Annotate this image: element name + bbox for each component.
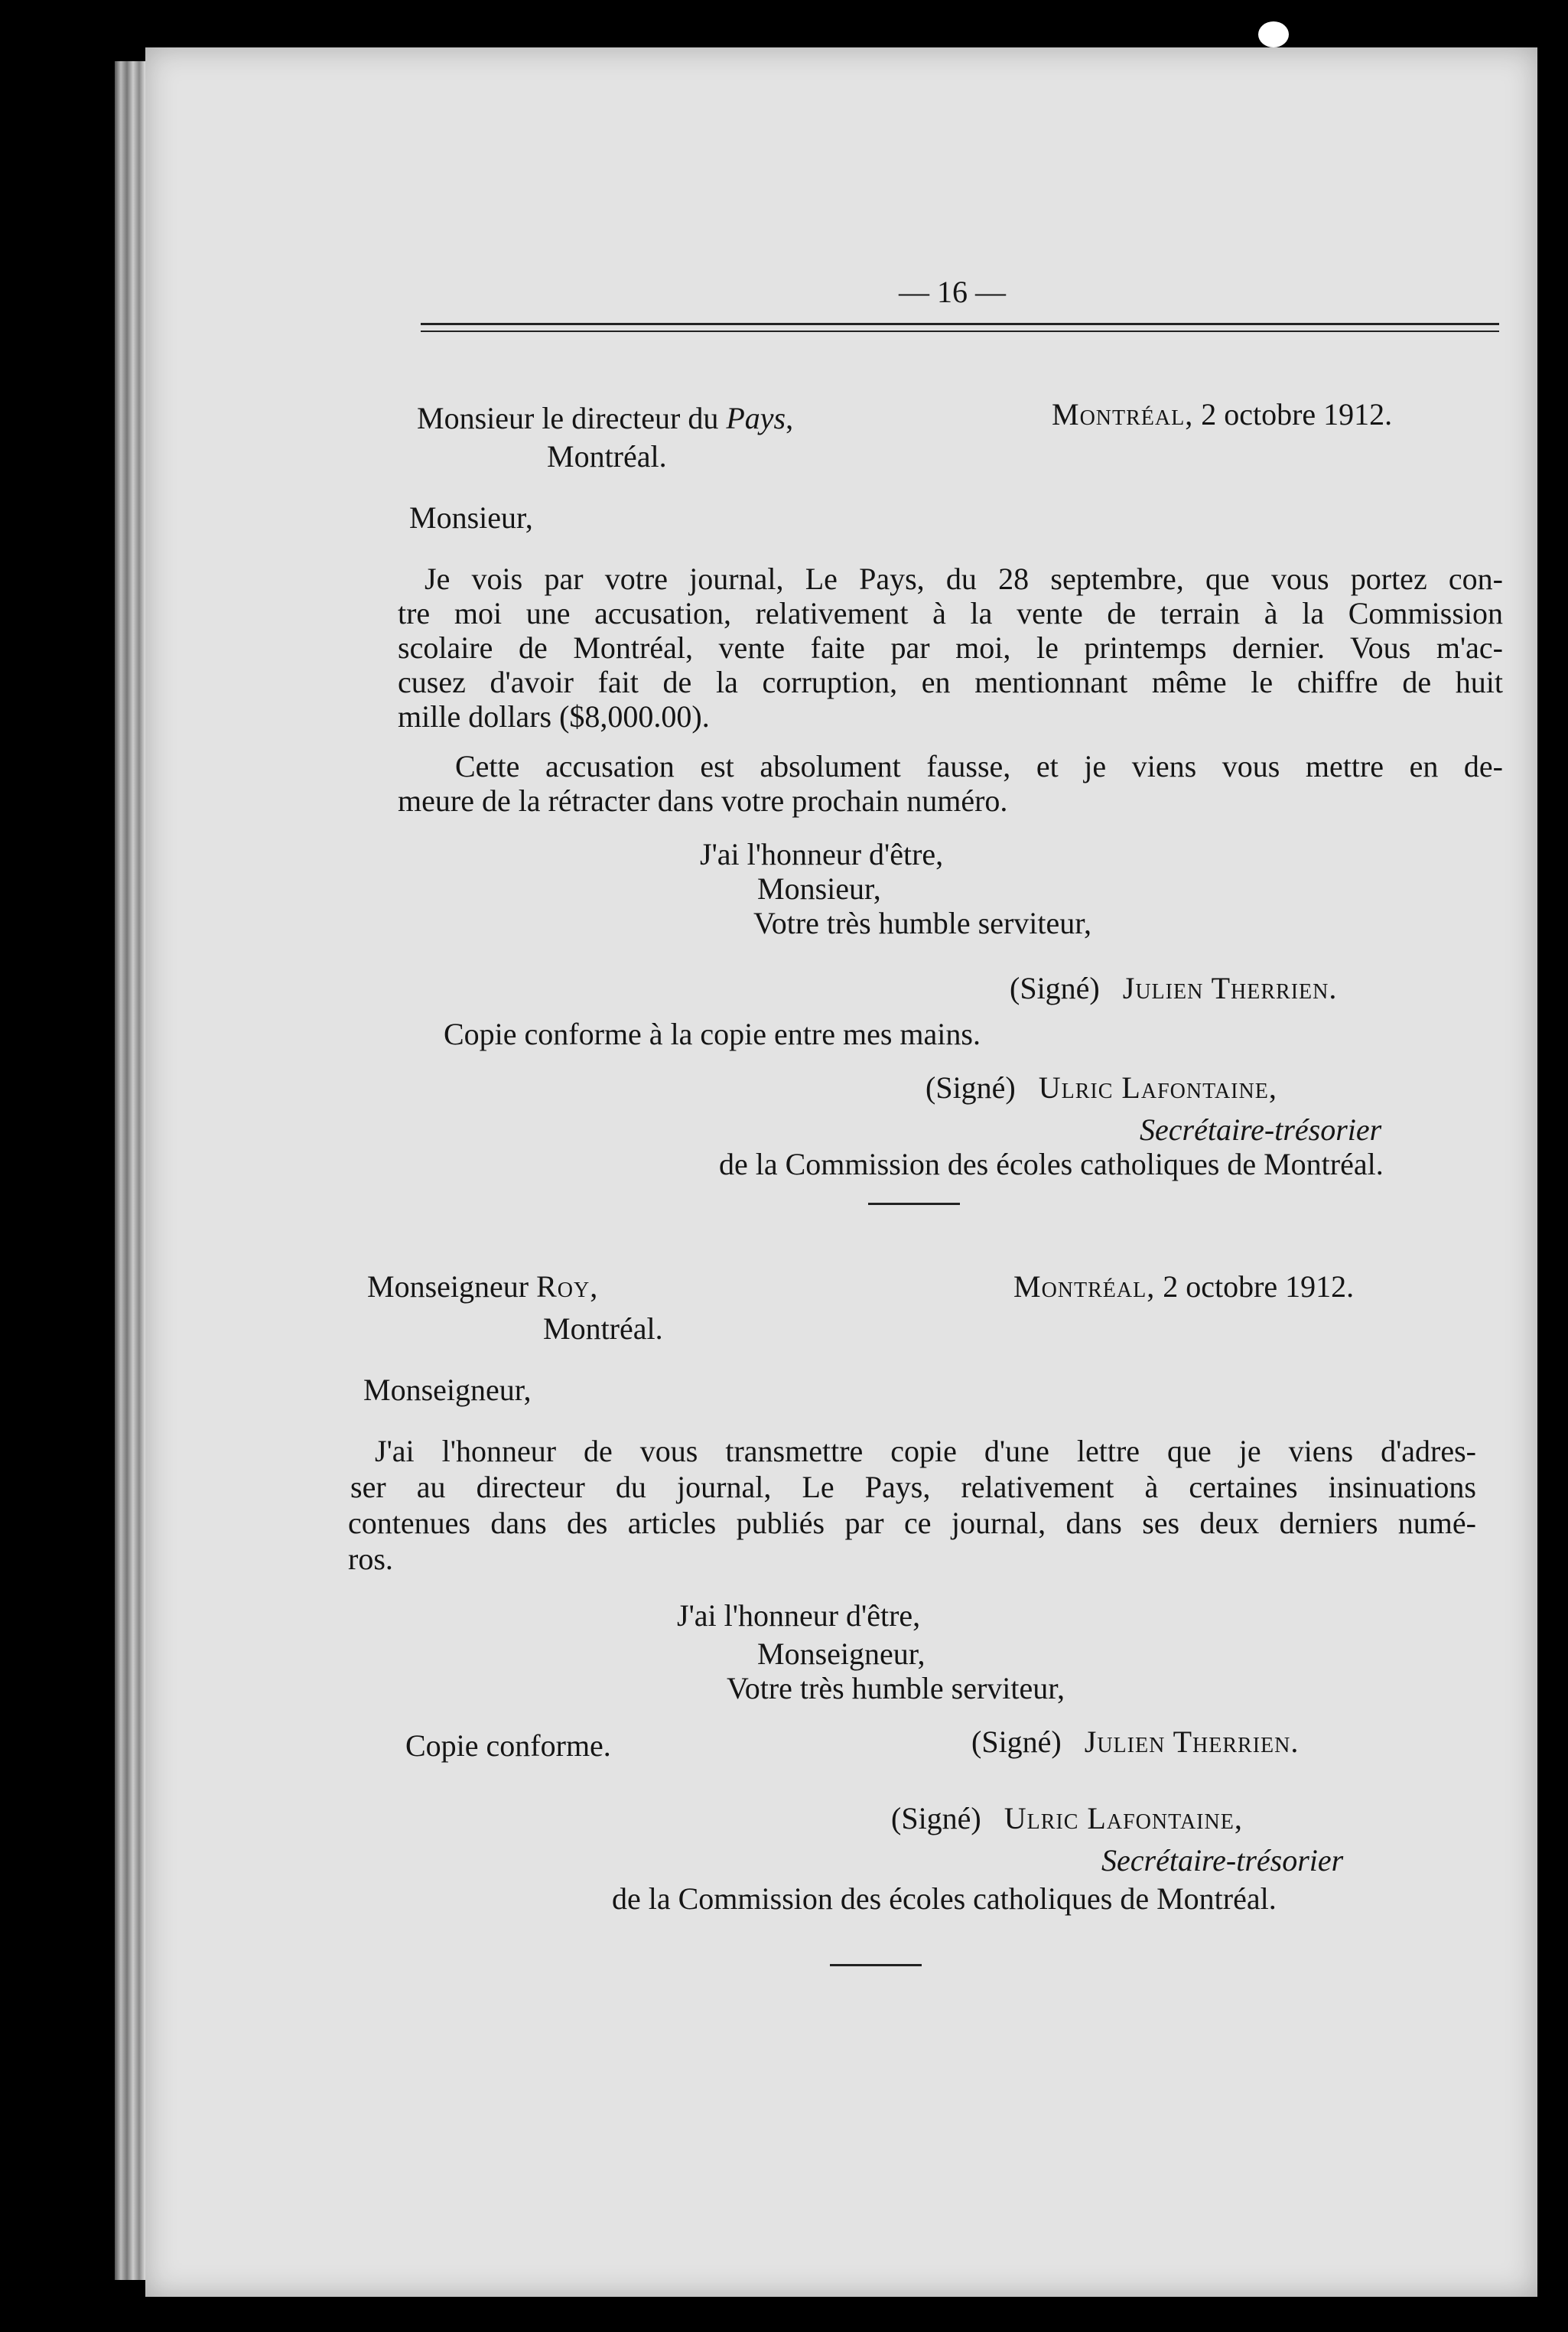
letter2-org: de la Commission des écoles catholiques de Montréal. bbox=[612, 1881, 1277, 1916]
letter1-dateline: Montréal, 2 octobre 1912. bbox=[1052, 397, 1393, 432]
letter1-org: de la Commission des écoles catholiques de Montréal. bbox=[719, 1147, 1384, 1181]
letter1-closing: J'ai l'honneur d'être, bbox=[700, 837, 944, 871]
section-divider bbox=[868, 1203, 960, 1205]
letter2-line: ser au directeur du journal, Le Pays, relativement à certaines insinuations bbox=[350, 1470, 1476, 1504]
letter2-signature2: (Signé) Ulric Lafontaine, bbox=[891, 1801, 1243, 1835]
letter1-city: Montréal. bbox=[547, 439, 667, 474]
letter1-salutation: Monsieur, bbox=[409, 500, 533, 535]
letter1-signature: (Signé) Julien Therrien. bbox=[1010, 971, 1338, 1005]
letter1-line: scolaire de Montréal, vente faite par moi, le printemps dernier. Vous m'ac- bbox=[398, 630, 1503, 665]
letter1-title: Secrétaire-trésorier bbox=[1140, 1112, 1382, 1147]
letter1-line: tre moi une accusation, relativement à la vente de terrain à la Commission bbox=[398, 596, 1503, 630]
letter2-salutation: Monseigneur, bbox=[363, 1373, 532, 1407]
letter2-closing: Monseigneur, bbox=[757, 1637, 926, 1671]
letter2-line: J'ai l'honneur de vous transmettre copie d'une lettre que je viens d'adres- bbox=[375, 1434, 1476, 1468]
letter2-closing: Votre très humble serviteur, bbox=[727, 1671, 1065, 1705]
letter1-line: mille dollars ($8,000.00). bbox=[398, 699, 710, 734]
letter1-line: Je vois par votre journal, Le Pays, du 28 septembre, que vous portez con- bbox=[425, 562, 1503, 596]
letter1-copy-note: Copie conforme à la copie entre mes mains. bbox=[444, 1017, 981, 1051]
letter2-line: ros. bbox=[348, 1542, 393, 1576]
page-number: — 16 — bbox=[899, 275, 1006, 309]
letter2-dateline: Montréal, 2 octobre 1912. bbox=[1013, 1269, 1355, 1304]
film-speck bbox=[1258, 21, 1289, 47]
letter2-copy-note: Copie conforme. bbox=[405, 1728, 611, 1763]
letter1-closing: Monsieur, bbox=[757, 871, 881, 906]
letter2-city: Montréal. bbox=[543, 1311, 663, 1346]
letter2-closing: J'ai l'honneur d'être, bbox=[677, 1598, 921, 1633]
header-rule bbox=[421, 323, 1499, 325]
header-rule-2 bbox=[421, 331, 1499, 332]
letter1-line: meure de la rétracter dans votre prochain numéro. bbox=[398, 783, 1008, 818]
letter2-signature: (Signé) Julien Therrien. bbox=[971, 1725, 1300, 1759]
document-page bbox=[145, 47, 1537, 2297]
letter1-line: cusez d'avoir fait de la corruption, en mentionnant même le chiffre de huit bbox=[398, 665, 1503, 699]
letter2-line: contenues dans des articles publiés par ce journal, dans ses deux derniers numé- bbox=[348, 1506, 1476, 1540]
section-divider bbox=[830, 1964, 922, 1966]
letter1-signature2: (Signé) Ulric Lafontaine, bbox=[926, 1070, 1277, 1105]
letter1-line: Cette accusation est absolument fausse, et je viens vous mettre en de- bbox=[455, 749, 1503, 783]
letter1-addressee: Monsieur le directeur du Pays, bbox=[417, 401, 794, 435]
letter1-closing: Votre très humble serviteur, bbox=[753, 906, 1091, 940]
letter2-title: Secrétaire-trésorier bbox=[1101, 1843, 1344, 1878]
letter2-addressee: Monseigneur Roy, bbox=[367, 1269, 599, 1304]
page-stack-edge bbox=[115, 61, 145, 2280]
